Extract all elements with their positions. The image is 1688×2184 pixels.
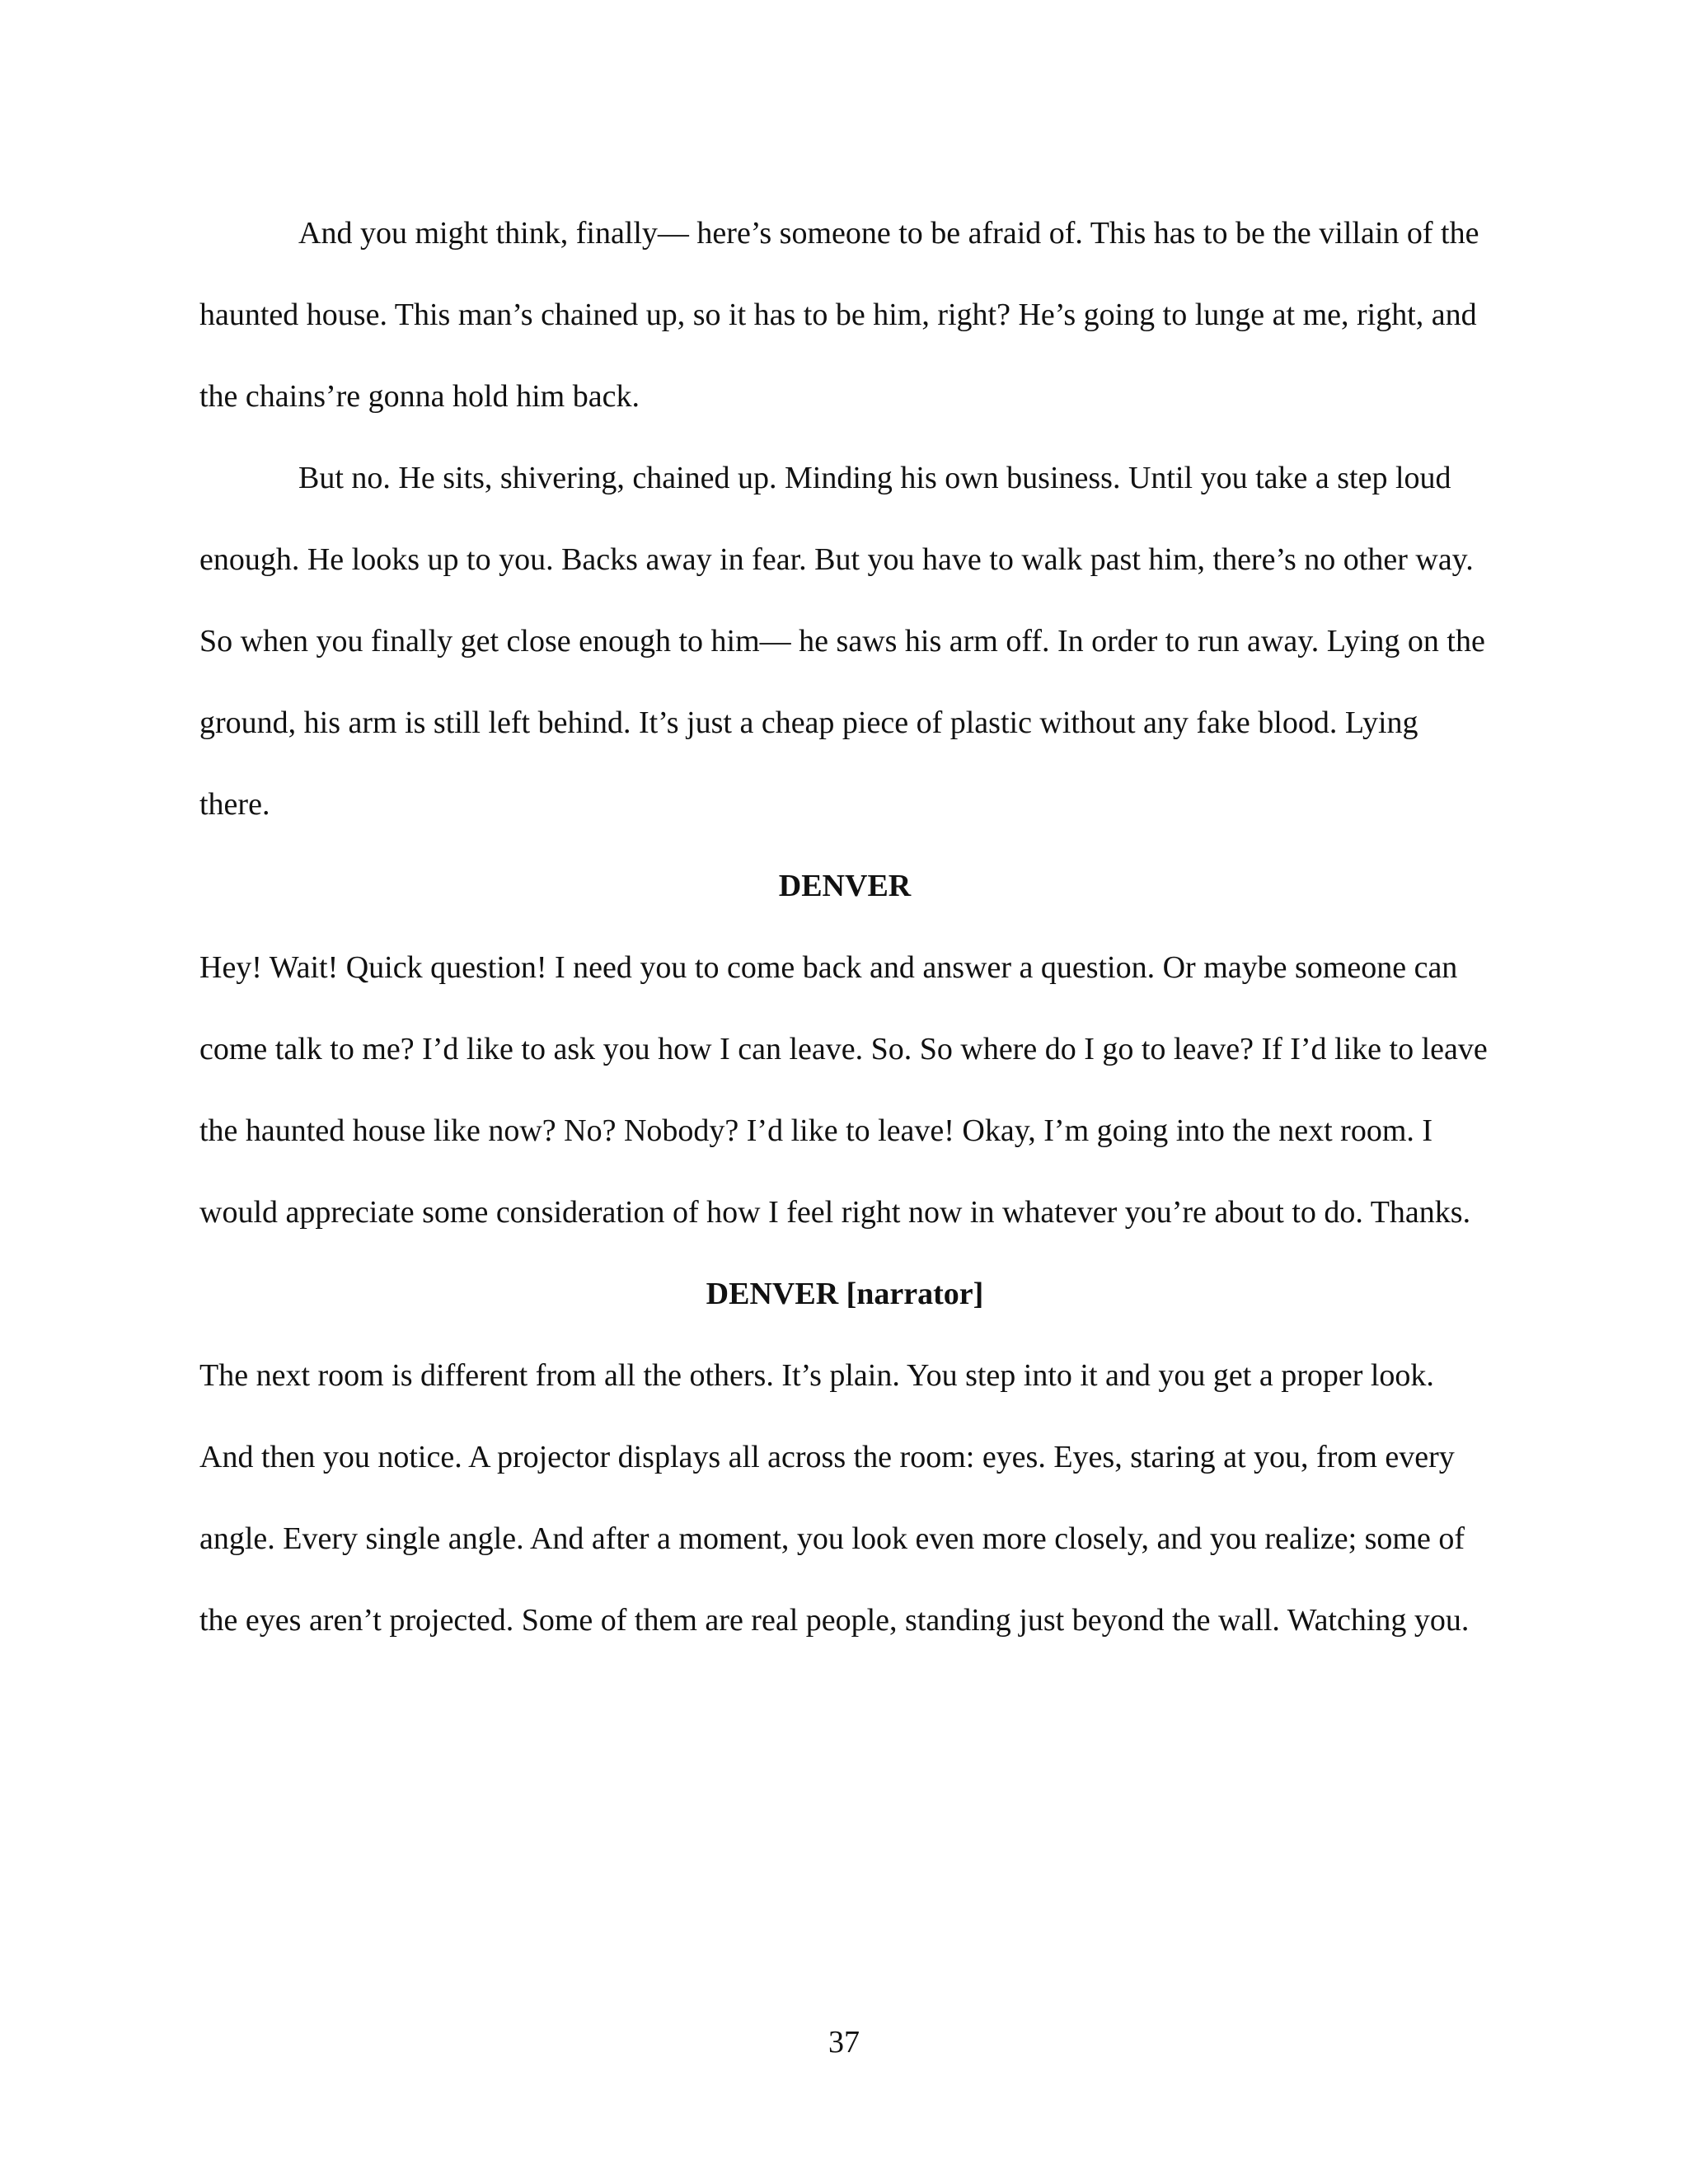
- paragraph-sits-shivering: But no. He sits, shivering, chained up. Minding his own business. Until you take a step loud enough. He looks up to you. Backs away in fear. But you have to walk past him, there’s no other way. So when you finally get close enough to him— he saws his arm off. In order to run away. Lying on the ground, his arm is still left behind. It’s just a cheap piece of plastic without any fake blood. Lying there.: [199, 461, 1485, 822]
- speaker-heading-denver-narrator: DENVER [narrator]: [706, 1277, 984, 1311]
- page-body: [199, 193, 1490, 1661]
- paragraph-chained-man: And you might think, finally— here’s someone to be afraid of. This has to be the villain of the haunted house. This man’s chained up, so it has to be him, right? He’s going to lunge at me, right, and the chains’re gonna hold him back.: [199, 216, 1479, 414]
- paragraph-denver-dialogue: Hey! Wait! Quick question! I need you to come back and answer a question. Or maybe someone can come talk to me? I’d like to ask you how I can leave. So. So where do I go to leave? If I’d like to leave the haunted house like now? No? Nobody? I’d like to leave! Okay, I’m going into the next room. I would appreciate some consideration of how I feel right now in whatever you’re about to do. Thanks.: [199, 950, 1488, 1230]
- paragraph-next-room: The next room is different from all the others. It’s plain. You step into it and you get a proper look. And then you notice. A projector displays all across the room: eyes. Eyes, staring at you, from every angle. Every single angle. And after a moment, you look even more closely, and you realize; some of the eyes aren’t projected. Some of them are real people, standing just beyond the wall. Watching you.: [199, 1358, 1470, 1638]
- speaker-heading-denver: DENVER: [778, 869, 912, 903]
- page-number: 37: [828, 2025, 860, 2060]
